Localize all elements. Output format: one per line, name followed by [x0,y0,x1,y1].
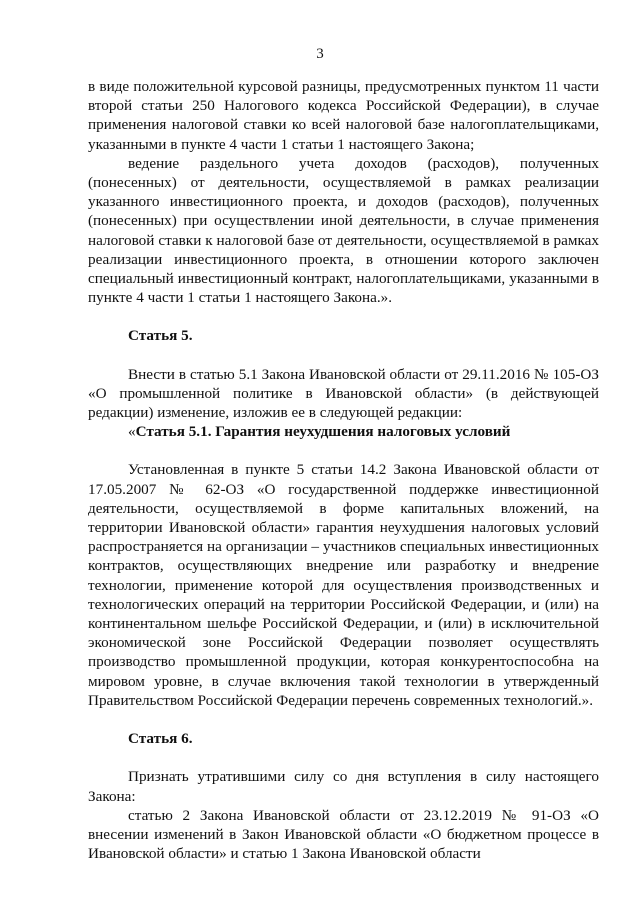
spacer [88,307,599,326]
page-number: 3 [316,46,324,62]
paragraph-tax-guarantee: Установленная в пункте 5 статьи 14.2 Закона Ивановской области от 17.05.2007 № 62-ОЗ «О государственной поддержке инвестиционной деятельности, осуществляемой в форме капитальных вложений, на территории Ивановской области» гарантия неухудшения налоговых условий распространяется на организации – участников специальных инвестиционных контрактов, осуществляющих внедрение или разработку и внедрение технологии, применение которой для осуществления производственных и технологических операций на территории Российской Федерации, и (или) на континентальном шельфе Российской Федерации, и (или) в исключительной экономической зоне Российской Федерации позволяет осуществлять производство промышленной продукции, которая конкурентоспособна на мировом уровне, в случае включения такой технологии в утвержденный Правительством Российской Федерации перечень современных технологий.». [88,461,599,709]
paragraph-repeal: Признать утратившими силу со дня вступления в силу настоящего Закона: [88,768,599,805]
document-body [88,77,599,863]
paragraph-repealed-article: статью 2 Закона Ивановской области от 23.12.2019 № 91-ОЗ «О внесении изменений в Закон Ивановской области «О бюджетном процессе в Ивановской области» и статью 1 Закона Ивановской области [88,806,599,863]
paragraph-article-5-1-title [88,422,599,441]
article-5-1-title: Статья 5.1. Гарантия неухудшения налоговых условий [135,423,511,441]
spacer [88,346,599,365]
spacer [88,710,599,729]
article-5-heading: Статья 5. [128,327,193,345]
paragraph-continuation: в виде положительной курсовой разницы, предусмотренных пунктом 11 части второй статьи 250 Налогового кодекса Российской Федерации), в случае применения налоговой ставки ко всей налоговой базе налогоплательщиками, указанными в пункте 4 части 1 статьи 1 настоящего Закона; [88,78,599,153]
article-6-heading: Статья 6. [128,730,193,748]
paragraph-separate-accounting: ведение раздельного учета доходов (расходов), полученных (понесенных) от деятельности, осуществляемой в рамках реализации указанного инвестиционного проекта, и доходов (расходов), полученных (понесенных) при осуществлении иной деятельности, в случае применения налоговой ставки к налоговой базе от деятельности, осуществляемой в рамках реализации инвестиционного проекта, в отношении которого заключен специальный инвестиционный контракт, налогоплательщиками, указанными в пункте 4 части 1 статьи 1 настоящего Закона.». [88,154,599,307]
spacer [88,748,599,767]
paragraph-amend-article-5-1: Внести в статью 5.1 Закона Ивановской области от 29.11.2016 № 105-ОЗ «О промышленной политике в Ивановской области» (в действующей редакции) изменение, изложив ее в следующей редакции: [88,365,599,422]
quote-open: « [128,423,136,441]
spacer [88,441,599,460]
